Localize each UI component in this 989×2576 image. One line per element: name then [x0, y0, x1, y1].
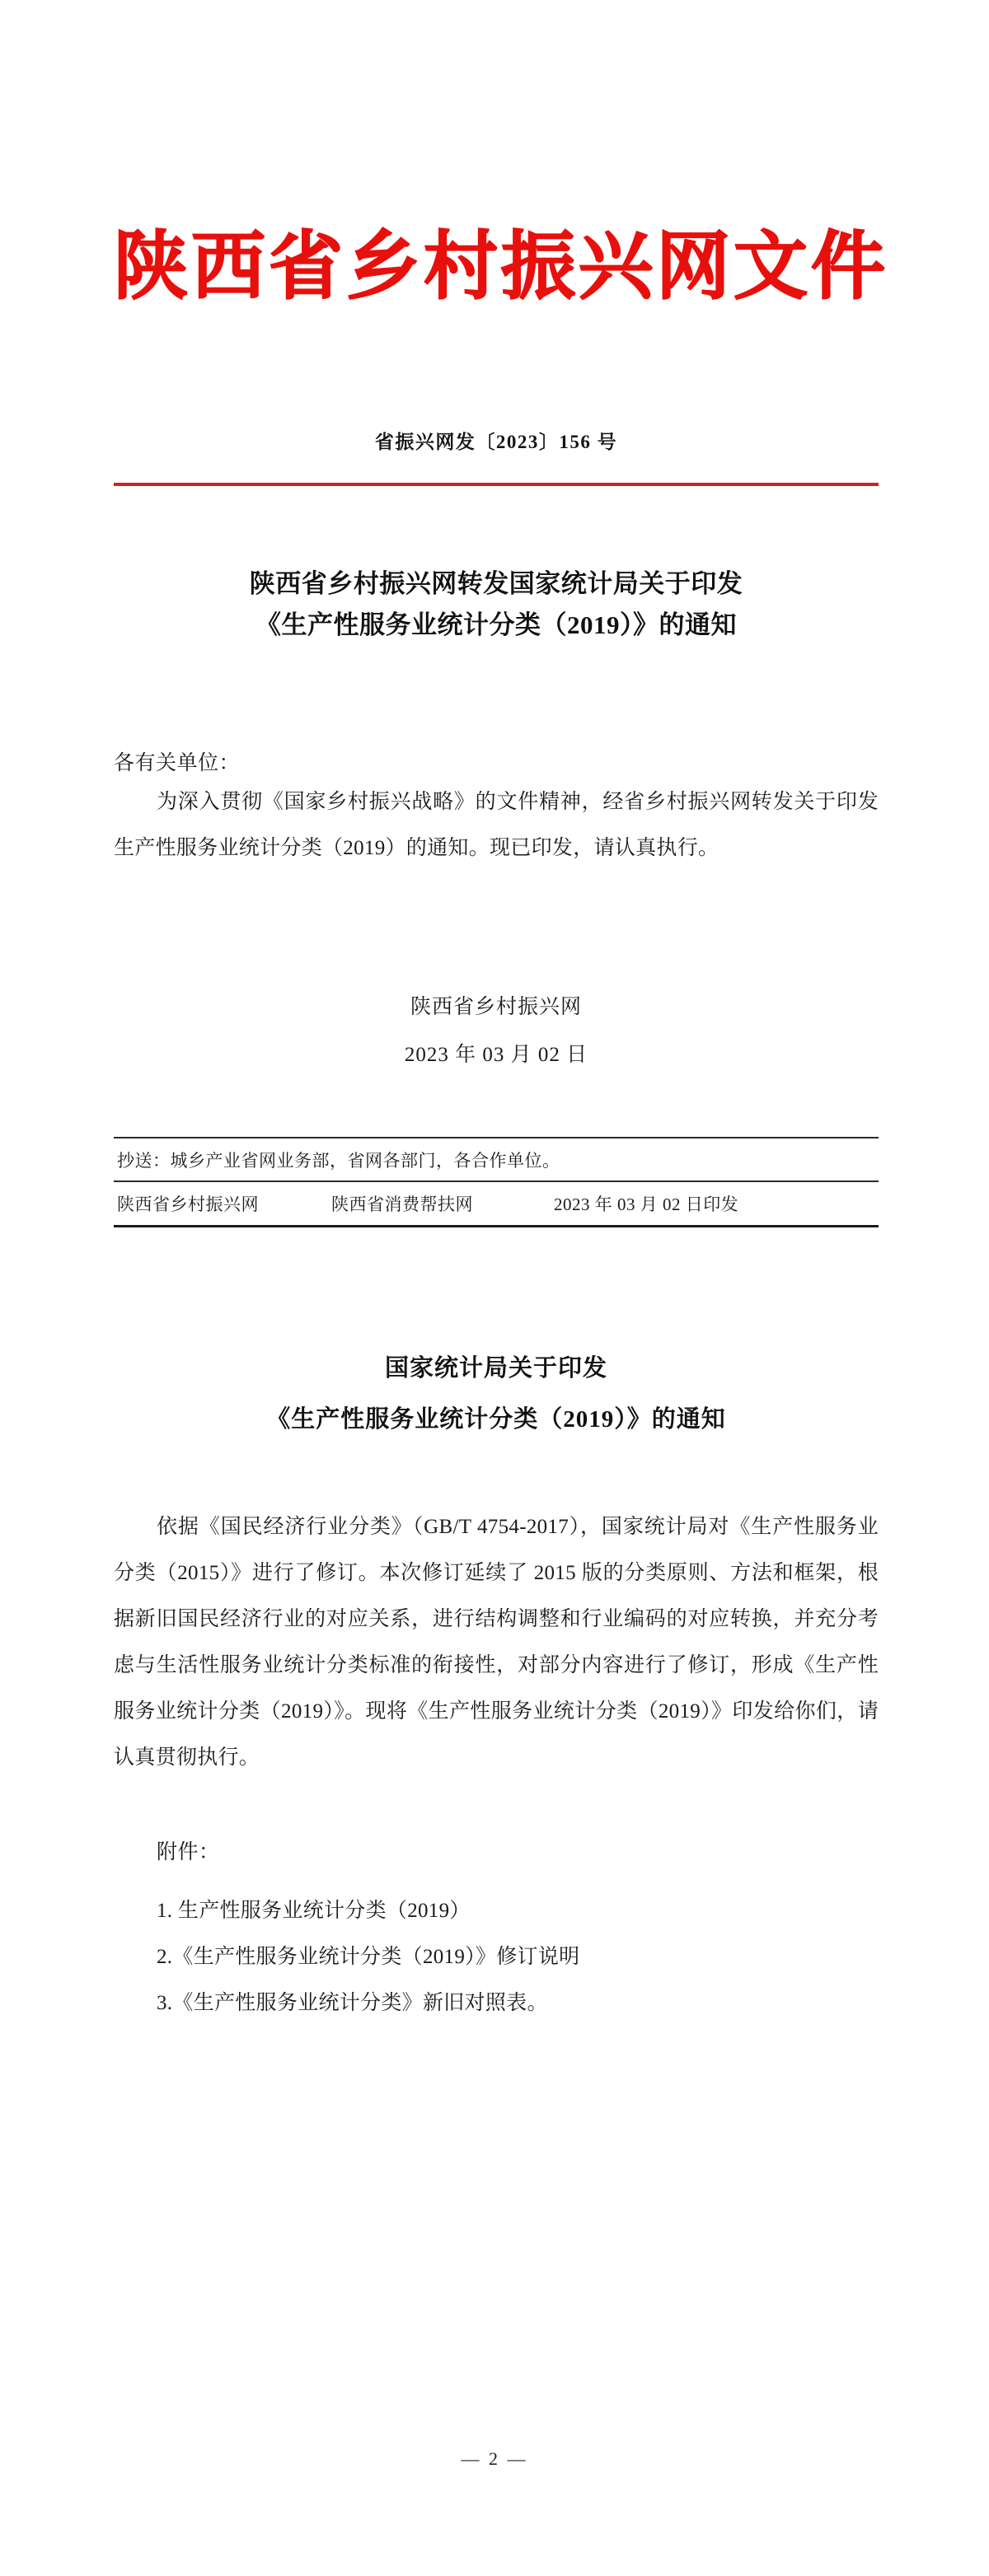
notice2-heading-line-2: 《生产性服务业统计分类（2019）》的通知	[266, 1406, 726, 1433]
attachment-item: 3.《生产性服务业统计分类》新旧对照表。	[157, 1992, 548, 2014]
attachment-item: 1. 生产性服务业统计分类（2019）	[157, 1900, 471, 1922]
issuer-primary: 陕西省乡村振兴网	[117, 1194, 259, 1214]
attachment-list	[114, 1888, 879, 2027]
footer-rule-bottom	[114, 1225, 879, 1227]
notice-heading-line-2: 《生产性服务业统计分类（2019）》的通知	[255, 610, 737, 639]
issuer-secondary: 陕西省消费帮扶网	[331, 1194, 473, 1214]
notice2-heading-line-1: 国家统计局关于印发	[384, 1355, 607, 1382]
notice-heading	[114, 563, 879, 646]
signature-block	[114, 990, 879, 1068]
signer-name: 陕西省乡村振兴网	[410, 996, 582, 1018]
attachment-item: 2.《生产性服务业统计分类（2019）》修订说明	[157, 1946, 580, 1968]
attachment-label: 附件：	[157, 1841, 220, 1863]
signer-date: 2023 年 03 月 02 日	[404, 1044, 588, 1066]
notice-heading-line-1: 陕西省乡村振兴网转发国家统计局关于印发	[249, 569, 743, 598]
document-footer-table	[114, 1137, 879, 1227]
page-number: — 2 —	[461, 2448, 528, 2469]
issue-date: 2023 年 03 月 02 日印发	[554, 1194, 739, 1214]
issuer-row	[114, 1182, 879, 1225]
red-divider-rule	[114, 483, 879, 486]
document-number: 省振兴网发〔2023〕156 号	[374, 432, 618, 452]
masthead	[114, 227, 888, 308]
notice2-body-paragraph: 依据《国民经济行业分类》（GB/T 4754-2017），国家统计局对《生产性服务业分类（2015）》进行了修订。本次修订延续了 2015 版的分类原则、方法和框架，根据新旧国民经济行业的对应关系，进行结构调整和行业编码的对应转换，并充分考虑与生活性服务业统计分类标准的衔接性，对部分内容进行了修订，形成《生产性服务业统计分类（2019）》。现将《生产性服务业统计分类（2019）》印发给你们，请认真贯彻执行。	[114, 1516, 879, 1769]
masthead-title: 陕西省乡村振兴网文件	[114, 227, 888, 308]
notice1-body-paragraph: 为深入贯彻《国家乡村振兴战略》的文件精神，经省乡村振兴网转发关于印发生产性服务业统计分类（2019）的通知。现已印发，请认真执行。	[114, 791, 879, 859]
salutation: 各有关单位：	[114, 752, 241, 774]
notice2-heading	[114, 1343, 879, 1445]
carbon-copy-line: 抄送：城乡产业省网业务部，省网各部门，各合作单位。	[117, 1151, 560, 1171]
